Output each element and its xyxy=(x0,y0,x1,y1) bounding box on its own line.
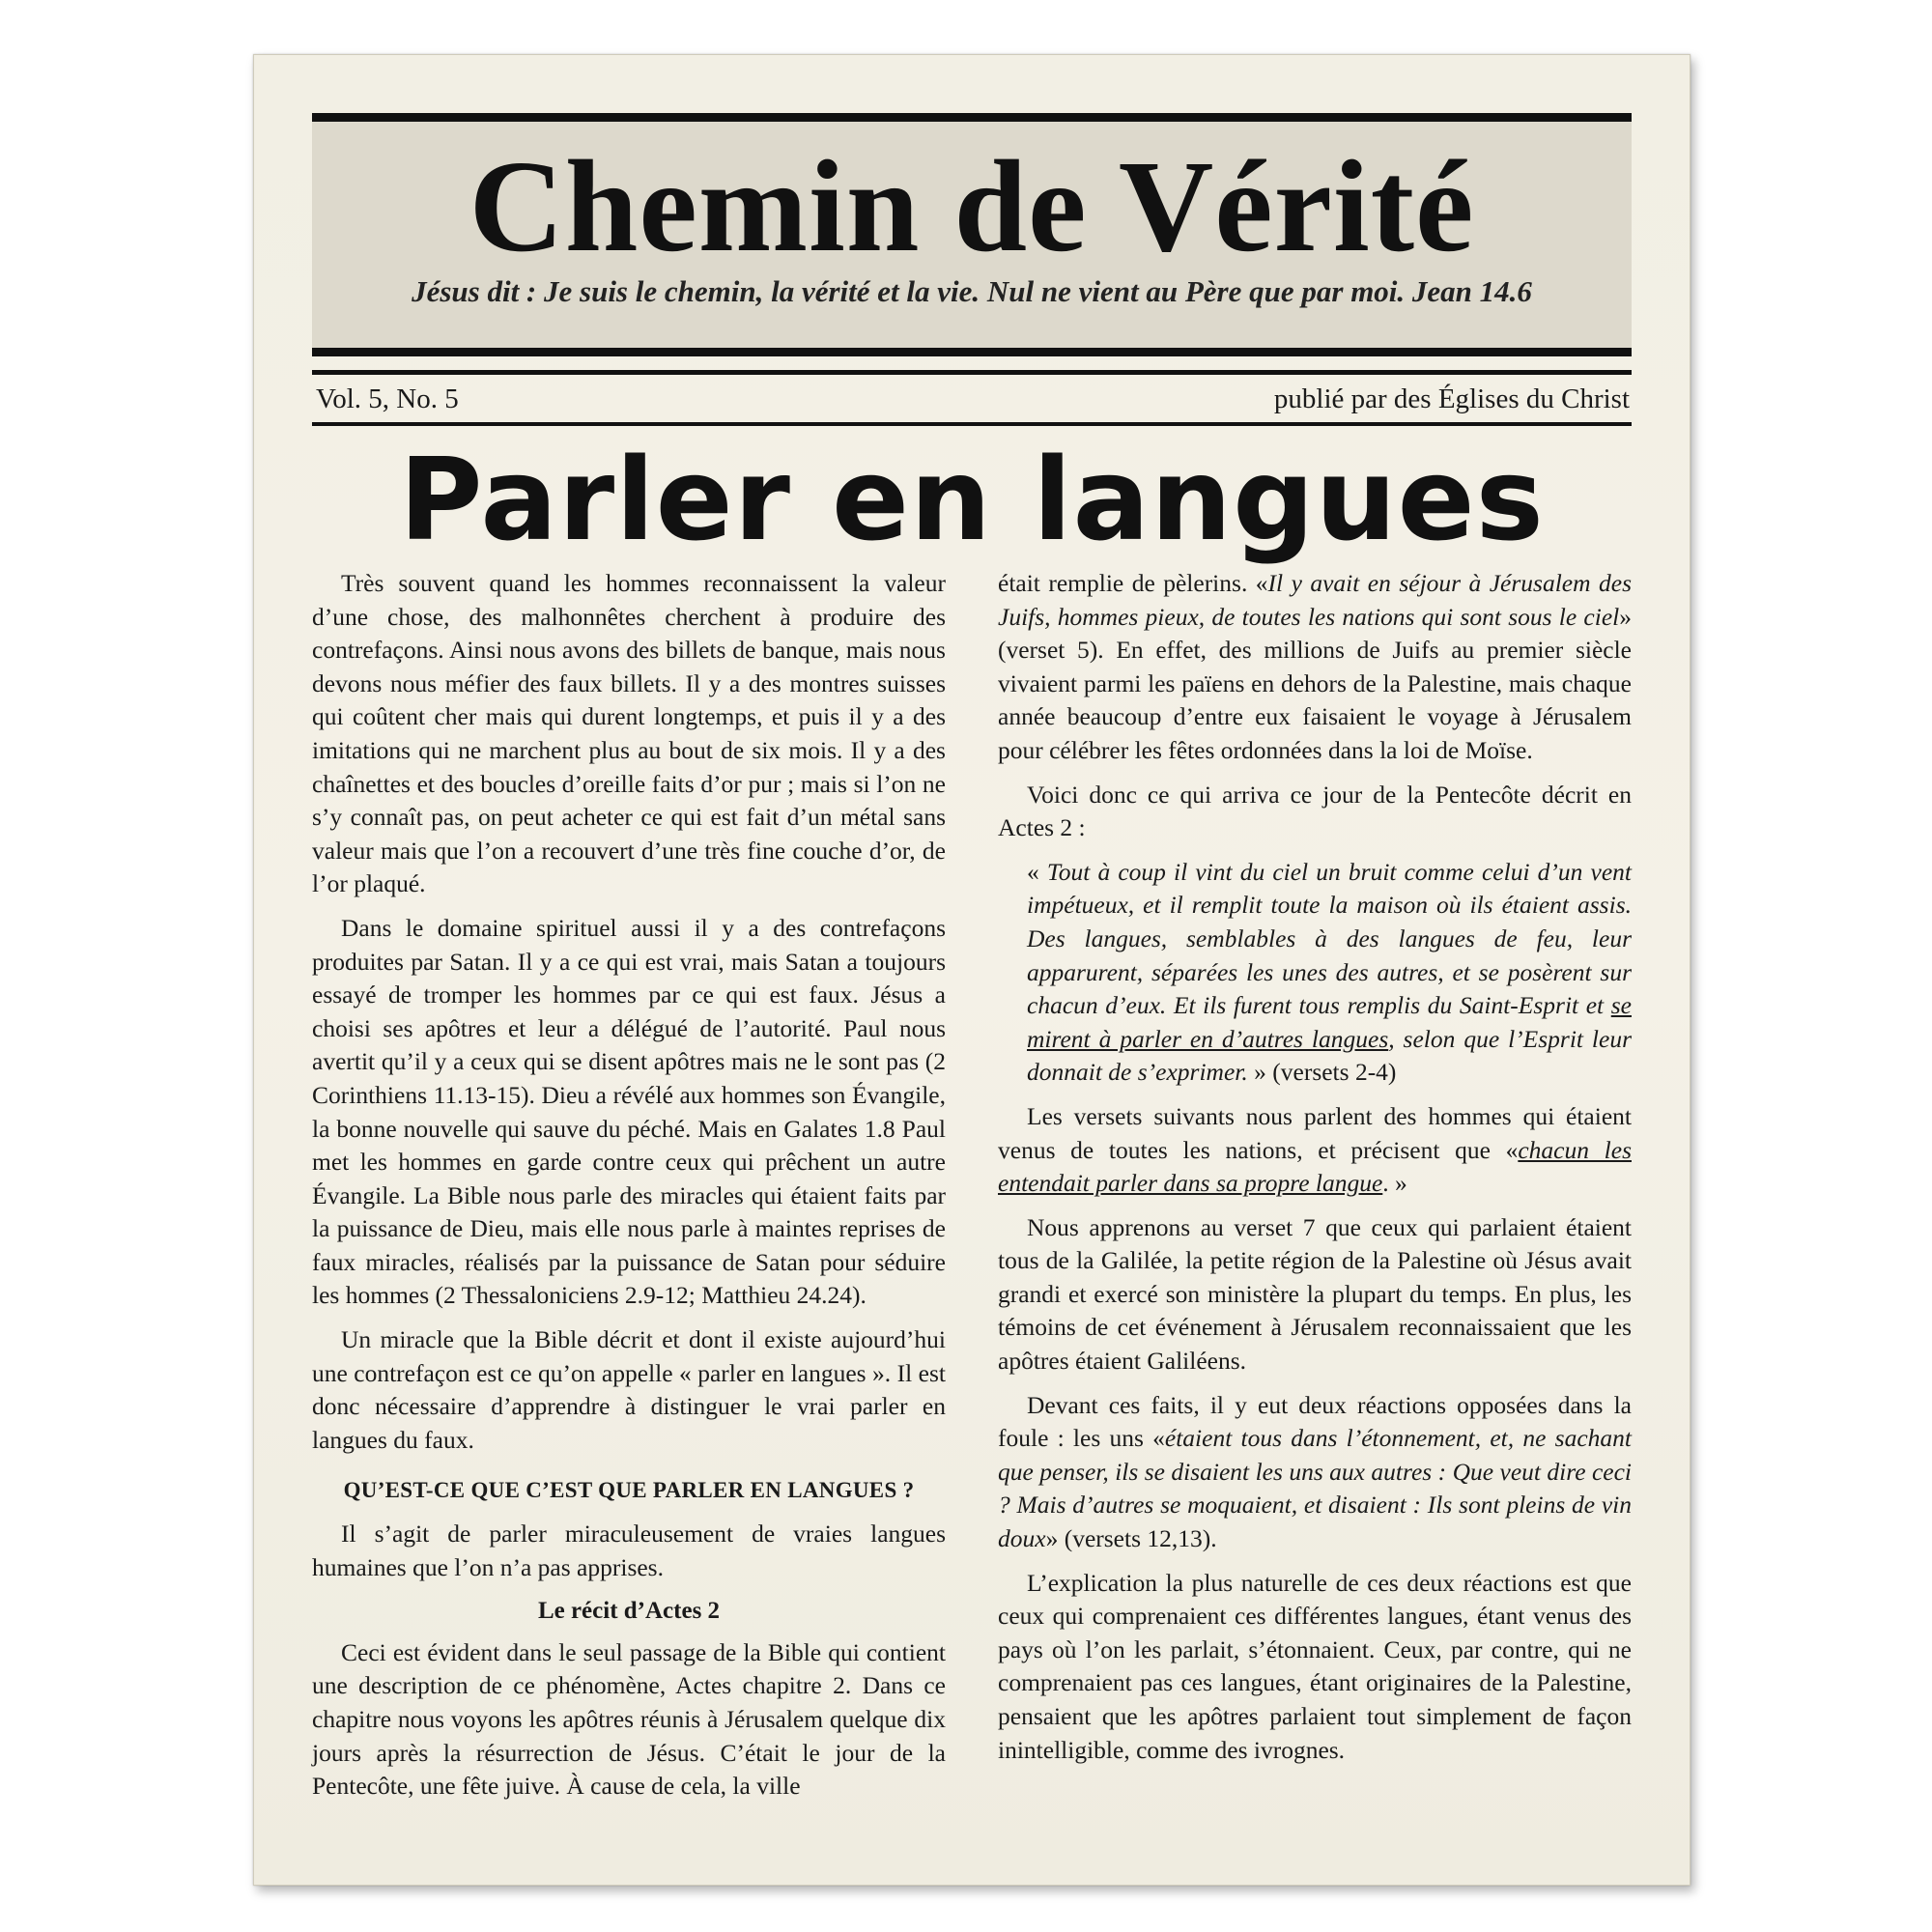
newsletter-page xyxy=(253,54,1690,1886)
underlined-quote: se mirent à parler en d’autres langues xyxy=(1027,991,1632,1053)
issue-number: Vol. 5, No. 5 xyxy=(316,384,459,414)
section-heading: QU’EST-CE QUE C’EST QUE PARLER EN LANGUES ? xyxy=(343,1478,915,1503)
paragraph: Voici donc ce qui arriva ce jour de la Pentecôte décrit en Actes 2 : xyxy=(998,780,1632,842)
publisher-line: publié par des Églises du Christ xyxy=(1273,384,1630,414)
paragraph xyxy=(998,1100,1632,1201)
paragraph: Ceci est évident dans le seul passage de la Bible qui contient une description de ce phénomène, Actes chapitre 2. Dans ce chapitre nous voyons les apôtres réunis à Jérusalem quelque dix jours après la résurrection de Jésus. C’était le jour de la Pentecôte, une fête juive. À cause de cela, la ville xyxy=(312,1637,946,1801)
paragraph xyxy=(998,1389,1632,1556)
scripture-quote: Il y avait en séjour à Jérusalem des Juifs, hommes pieux, de toutes les nations qui sont sous le ciel xyxy=(998,569,1632,631)
top-rule xyxy=(312,370,1632,375)
text: était remplie de pèlerins. « xyxy=(998,569,1268,597)
text: » (verset 5). En effet, des millions de Juifs au premier siècle vivaient parmi les païens en dehors de la Palestine, mais chaque année beaucoup d’entre eux faisaient le voyage à Jérusalem pour célébrer les fêtes ordonnées dans la loi de Moïse. xyxy=(998,602,1632,764)
paragraph: Un miracle que la Bible décrit et dont il existe aujourd’hui une contrefaçon est ce qu’on appelle « parler en langues ». Il est donc nécessaire d’apprendre à distinguer le vrai parler en langues du faux. xyxy=(312,1325,946,1454)
masthead-title: Chemin de Vérité xyxy=(469,134,1475,279)
paragraph: Dans le domaine spirituel aussi il y a des contrefaçons produites par Satan. Il y a ce qui est vrai, mais Satan a toujours essayé de tromper les hommes par ce qui est faux. Jésus a choisi ses apôtres et leur a délégué de l’autorité. Paul nous avertit qu’il y a ceux qui se disent apôtres mais ne le sont pas (2 Corinthiens 11.13-15). Dieu a révélé aux hommes son Évangile, la bonne nouvelle qui sauve du péché. Mais en Galates 1.8 Paul met les hommes en garde contre ceux qui prêchent un autre Évangile. La Bible nous parle des miracles qui étaient faits par la puissance de Dieu, mais elle nous parle à maintes reprises de faux miracles, réalisés par la puissance de Satan pour séduire les hommes (2 Thessaloniciens 2.9-12; Matthieu 24.24). xyxy=(312,913,946,1310)
paragraph xyxy=(998,567,1632,768)
text: » (versets 2-4) xyxy=(1247,1058,1397,1087)
masthead xyxy=(312,113,1632,356)
bottom-rule xyxy=(312,422,1632,426)
paragraph: L’explication la plus naturelle de ces deux réactions est que ceux qui comprenaient ces différentes langues, étant venus des pays où l’on les parlait, s’étonnaient. Ceux, par contre, qui ne comprenaient pas ces langues, étant originaires de la Palestine, pensaient que les apôtres parlaient tout simplement de façon inintelligible, comme des ivrognes. xyxy=(998,1568,1632,1764)
text: « xyxy=(1027,857,1047,886)
masthead-motto: Jésus dit : Je suis le chemin, la vérité et la vie. Nul ne vient au Père que par moi. Jean 14.6 xyxy=(412,274,1532,308)
text: » (versets 12,13). xyxy=(1045,1524,1217,1553)
scripture-quote: étaient tous dans l’étonnement, et, ne sachant que penser, ils se disaient les uns aux autres : Que veut dire ceci ? Mais d’autres se moquaient, et disaient : Ils sont pleins de vin doux xyxy=(998,1424,1632,1553)
scripture-quote: Tout à coup il vint du ciel un bruit comme celui d’un vent impétueux, et il remplit toute la maison où ils étaient assis. Des langues, semblables à des langues de feu, leur apparurent, séparées les unes des autres, et se posèrent sur chacun d’eux. Et ils furent tous remplis du Saint-Esprit et xyxy=(1027,857,1632,1020)
scripture-quote: , selon que l’Esprit leur donnait de s’exprimer. xyxy=(1027,1024,1633,1087)
right-column xyxy=(998,567,1632,1777)
underlined-quote: chacun les entendait parler dans sa propre langue xyxy=(998,1135,1632,1198)
paragraph: Nous apprenons au verset 7 que ceux qui parlaient étaient tous de la Galilée, la petite région de la Palestine où Jésus avait grandi et exercé son ministère la plupart du temps. En plus, les témoins de cet événement à Jérusalem reconnaissaient que les apôtres étaient Galiléens. xyxy=(998,1212,1632,1376)
text: Les versets suivants nous parlent des hommes qui étaient venus de toutes les nations, et précisent que « xyxy=(998,1101,1632,1164)
paragraph: Très souvent quand les hommes reconnaissent la valeur d’une chose, des malhonnêtes cherchent à produire des contrefaçons. Ainsi nous avons des billets de banque, mais nous devons nous méfier des faux billets. Il y a des montres suisses qui coûtent cher mais qui durent longtemps, et puis il y a des imitations qui ne marchent plus au bout de six mois. Il y a des chaînettes et des boucles d’oreille faits d’or pur ; mais si l’on ne s’y connaît pas, on peut acheter ce qui est fait d’un métal sans valeur mais que l’on a recouvert d’une très fine couche d’or, de l’or plaqué. xyxy=(312,569,946,898)
text: . » xyxy=(1382,1169,1407,1198)
text: Devant ces faits, il y eut deux réactions opposées dans la foule : les uns « xyxy=(998,1390,1632,1453)
block-quote xyxy=(1027,856,1632,1090)
left-column xyxy=(312,567,946,1814)
article-headline: Parler en langues xyxy=(399,433,1545,566)
paragraph: Il s’agit de parler miraculeusement de vraies langues humaines que l’on n’a pas apprises. xyxy=(312,1520,946,1581)
subheading: Le récit d’Actes 2 xyxy=(537,1598,721,1625)
